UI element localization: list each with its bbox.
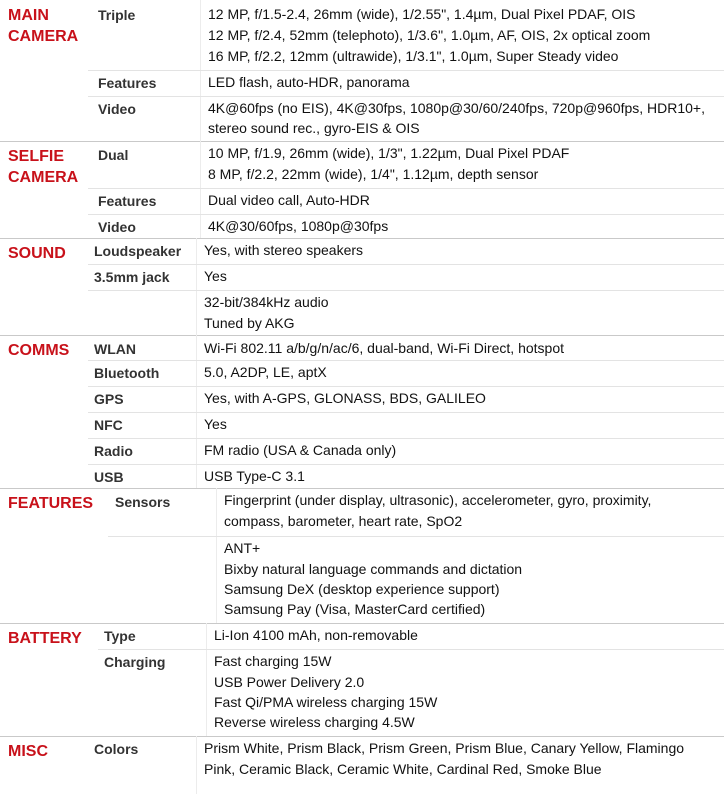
category-battery: BATTERY bbox=[8, 630, 82, 647]
spec-value-sound-extra-2: Tuned by AKG bbox=[204, 315, 295, 331]
spec-label-dual: Dual bbox=[98, 147, 129, 163]
spec-label-wlan: WLAN bbox=[94, 341, 136, 357]
spec-value-main-video-2: stereo sound rec., gyro-EIS & OIS bbox=[208, 120, 420, 136]
spec-value-triple-1: 12 MP, f/1.5-2.4, 26mm (wide), 1/2.55", 1.4µm, Dual Pixel PDAF, OIS bbox=[208, 6, 636, 22]
section-features bbox=[0, 488, 724, 623]
spec-value-type: Li-Ion 4100 mAh, non-removable bbox=[214, 627, 418, 643]
spec-value-sensors-2: compass, barometer, heart rate, SpO2 bbox=[224, 513, 463, 529]
spec-value-selfie-features: Dual video call, Auto-HDR bbox=[208, 192, 370, 208]
spec-label-triple: Triple bbox=[98, 7, 136, 23]
spec-value-gps: Yes, with A-GPS, GLONASS, BDS, GALILEO bbox=[204, 390, 486, 406]
spec-value-charging-3: Fast Qi/PMA wireless charging 15W bbox=[214, 694, 438, 710]
spec-value-features-extra-3: Samsung DeX (desktop experience support) bbox=[224, 581, 500, 597]
spec-label-main-video: Video bbox=[98, 101, 136, 117]
spec-value-nfc: Yes bbox=[204, 416, 227, 432]
spec-value-charging-2: USB Power Delivery 2.0 bbox=[214, 674, 365, 690]
spec-value-usb: USB Type-C 3.1 bbox=[204, 468, 305, 484]
spec-value-selfie-video: 4K@30/60fps, 1080p@30fps bbox=[208, 218, 389, 234]
spec-value-sensors-1: Fingerprint (under display, ultrasonic), accelerometer, gyro, proximity, bbox=[224, 492, 652, 508]
spec-label-selfie-features: Features bbox=[98, 193, 157, 209]
spec-value-triple-3: 16 MP, f/2.2, 12mm (ultrawide), 1/3.1", 1.0µm, Super Steady video bbox=[208, 48, 619, 64]
spec-label-selfie-video: Video bbox=[98, 219, 136, 235]
spec-value-triple-2: 12 MP, f/2.4, 52mm (telephoto), 1/3.6", 1.0µm, AF, OIS, 2x optical zoom bbox=[208, 27, 651, 43]
category-misc: MISC bbox=[8, 743, 48, 760]
category-main-camera: MAIN CAMERA bbox=[8, 7, 79, 45]
category-selfie-camera: SELFIE CAMERA bbox=[8, 148, 79, 186]
spec-label-main-features: Features bbox=[98, 75, 157, 91]
spec-label-radio: Radio bbox=[94, 443, 133, 459]
category-comms: COMMS bbox=[8, 342, 70, 359]
section-selfie-camera bbox=[0, 141, 724, 238]
spec-value-charging-1: Fast charging 15W bbox=[214, 653, 332, 669]
spec-value-charging-4: Reverse wireless charging 4.5W bbox=[214, 714, 415, 730]
spec-value-main-features: LED flash, auto-HDR, panorama bbox=[208, 74, 410, 90]
section-battery bbox=[0, 623, 724, 736]
spec-value-features-extra-1: ANT+ bbox=[224, 540, 261, 556]
spec-value-wlan: Wi-Fi 802.11 a/b/g/n/ac/6, dual-band, Wi-Fi Direct, hotspot bbox=[204, 340, 565, 356]
spec-label-colors: Colors bbox=[94, 741, 139, 757]
category-sound: SOUND bbox=[8, 245, 66, 262]
spec-label-bluetooth: Bluetooth bbox=[94, 365, 160, 381]
spec-label-type: Type bbox=[104, 628, 136, 644]
spec-value-bluetooth: 5.0, A2DP, LE, aptX bbox=[204, 364, 327, 380]
spec-value-dual-1: 10 MP, f/1.9, 26mm (wide), 1/3", 1.22µm, Dual Pixel PDAF bbox=[208, 145, 570, 161]
spec-label-nfc: NFC bbox=[94, 417, 123, 433]
spec-label-usb: USB bbox=[94, 469, 124, 485]
spec-label-charging: Charging bbox=[104, 654, 166, 670]
spec-label-gps: GPS bbox=[94, 391, 124, 407]
spec-label-sensors: Sensors bbox=[115, 494, 171, 510]
spec-value-jack: Yes bbox=[204, 268, 227, 284]
spec-value-features-extra-4: Samsung Pay (Visa, MasterCard certified) bbox=[224, 601, 486, 617]
section-comms bbox=[0, 335, 724, 488]
spec-value-loudspeaker: Yes, with stereo speakers bbox=[204, 242, 364, 258]
section-misc bbox=[0, 736, 724, 794]
spec-value-main-video-1: 4K@60fps (no EIS), 4K@30fps, 1080p@30/60/240fps, 720p@960fps, HDR10+, bbox=[208, 100, 705, 116]
section-main-camera bbox=[0, 0, 724, 144]
section-sound bbox=[0, 238, 724, 335]
category-features: FEATURES bbox=[8, 495, 94, 512]
spec-value-colors-1: Prism White, Prism Black, Prism Green, Prism Blue, Canary Yellow, Flamingo bbox=[204, 740, 685, 756]
spec-value-sound-extra-1: 32-bit/384kHz audio bbox=[204, 294, 329, 310]
spec-value-features-extra-2: Bixby natural language commands and dictation bbox=[224, 561, 523, 577]
spec-value-dual-2: 8 MP, f/2.2, 22mm (wide), 1/4", 1.12µm, depth sensor bbox=[208, 166, 539, 182]
spec-label-loudspeaker: Loudspeaker bbox=[94, 243, 182, 259]
spec-value-colors-2: Pink, Ceramic Black, Ceramic White, Cardinal Red, Smoke Blue bbox=[204, 761, 602, 777]
spec-value-radio: FM radio (USA & Canada only) bbox=[204, 442, 397, 458]
spec-label-jack: 3.5mm jack bbox=[94, 269, 170, 285]
